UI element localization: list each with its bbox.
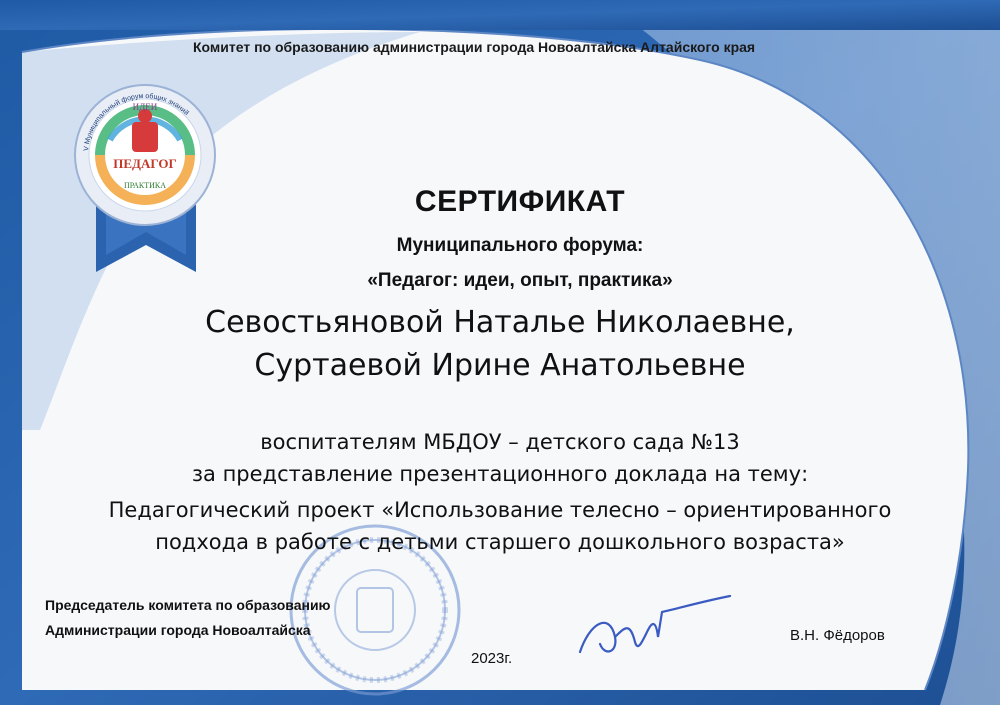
logo-word-top: ИДЕИ xyxy=(132,102,158,112)
body-text-line1: воспитателям МБДОУ – детского сада №13 xyxy=(260,430,740,454)
forum-subtitle-line1: Муниципального форума: xyxy=(396,235,644,256)
recipient-name-2: Суртаевой Ирине Анатольевне xyxy=(254,348,746,383)
committee-header: Комитет по образованию администрации города Новоалтайска Алтайского края xyxy=(193,39,756,55)
signer-name: В.Н. Фёдоров xyxy=(790,627,885,644)
certificate-title: СЕРТИФИКАТ xyxy=(414,185,626,218)
logo-word-center: ПЕДАГОГ xyxy=(113,156,177,171)
signer-title-line2: Администрации города Новоалтайска xyxy=(45,622,311,638)
certificate-year: 2023г. xyxy=(471,650,513,667)
body-text-line4: подхода в работе с детьми старшего дошкольного возраста» xyxy=(155,530,845,554)
body-text-line3: Педагогический проект «Использование телесно – ориентированного xyxy=(108,498,892,522)
logo-ring-text: V Муниципальный форум общих знаний xyxy=(83,92,190,152)
recipient-name-1: Севостьяновой Наталье Николаевне, xyxy=(205,305,795,340)
logo-word-bottom: ПРАКТИКА xyxy=(123,181,167,190)
signer-title-line1: Председатель комитета по образованию xyxy=(45,597,331,613)
top-band xyxy=(0,0,1000,30)
signature xyxy=(570,582,750,672)
body-text-line2: за представление презентационного доклада на тему: xyxy=(191,462,809,486)
forum-subtitle-line2: «Педагог: идеи, опыт, практика» xyxy=(367,270,673,291)
